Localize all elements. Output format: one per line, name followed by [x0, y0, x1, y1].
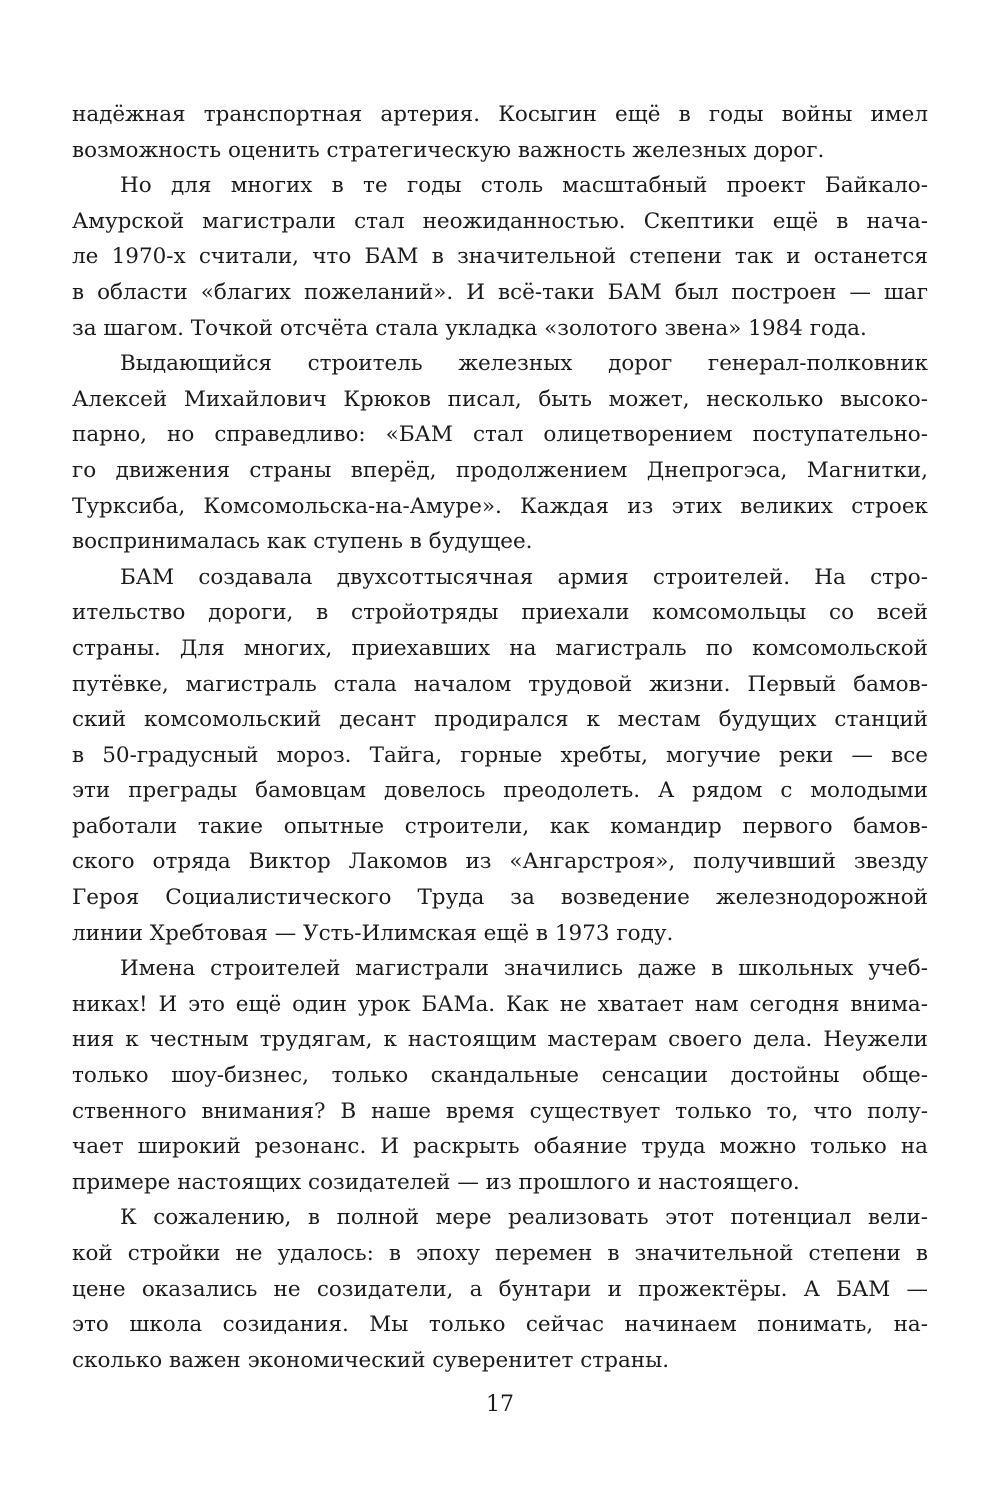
text-line: БАМ создавала двухсоттысячная армия строителей. На стро- [120, 564, 928, 590]
paragraph [72, 346, 928, 560]
text-line: Алексей Михайлович Крюков писал, быть может, несколько высоко- [72, 386, 928, 412]
text-line: Выдающийся строитель железных дорог генерал-полковник [120, 351, 928, 377]
text-line: Но для многих в те годы столь масштабный проект Байкало- [120, 173, 928, 199]
text-line: ния к честным трудягам, к настоящим мастерам своего дела. Неужели [72, 1027, 928, 1053]
text-line: это школа созидания. Мы только сейчас начинаем понимать, на- [72, 1312, 928, 1338]
text-line: парно, но справедливо: «БАМ стал олицетворением поступательно- [72, 422, 928, 448]
text-line: цене оказались не созидатели, а бунтари и прожектёры. А БАМ — [72, 1276, 928, 1302]
text-line: путёвке, магистраль стала началом трудовой жизни. Первый бамов- [72, 671, 928, 697]
text-line: го движения страны вперёд, продолжением Днепрогэса, Магнитки, [72, 457, 928, 483]
text-line: К сожалению, в полной мере реализовать этот потенциал вели- [120, 1205, 928, 1231]
paragraph [72, 168, 928, 346]
text-line: эти преграды бамовцам довелось преодолеть. А рядом с молодыми [72, 778, 928, 804]
text-line: Амурской магистрали стал неожиданностью. Скептики ещё в нача- [72, 208, 928, 234]
text-line: в области «благих пожеланий». И всё-таки БАМ был построен — шаг [72, 279, 928, 305]
paragraph [72, 560, 928, 952]
paragraph [72, 1200, 928, 1378]
text-line: надёжная транспортная артерия. Косыгин ещё в годы войны имел [72, 102, 928, 127]
paragraph [72, 97, 928, 168]
text-line: возможность оценить стратегическую важность железных дорог. [72, 137, 825, 163]
text-line: ительство дороги, в стройотряды приехали комсомольцы со всей [72, 600, 928, 626]
page-number: 17 [486, 1392, 514, 1417]
text-line: ский комсомольский десант продирался к местам будущих станций [72, 707, 928, 733]
text-line: Героя Социалистического Труда за возведение железнодорожной [72, 885, 928, 911]
page-body-text [72, 97, 928, 1378]
paragraph [72, 951, 928, 1200]
text-line: работали такие опытные строители, как командир первого бамов- [72, 813, 928, 839]
text-line: примере настоящих созидателей — из прошлого и настоящего. [72, 1169, 800, 1195]
text-line: Турксиба, Комсомольска-на-Амуре». Каждая из этих великих строек [72, 493, 928, 519]
text-line: только шоу-бизнес, только скандальные сенсации достойны обще- [72, 1063, 928, 1089]
text-line: ственного внимания? В наше время существует только то, что полу- [72, 1098, 928, 1124]
text-line: ского отряда Виктор Лакомов из «Ангарстроя», получивший звезду [72, 849, 928, 875]
text-line: сколько важен экономический суверенитет страны. [72, 1347, 670, 1373]
text-line: линии Хребтовая — Усть-Илимская ещё в 1973 году. [72, 920, 674, 946]
text-line: никах! И это ещё один урок БАМа. Как не хватает нам сегодня внима- [72, 991, 928, 1017]
text-line: за шагом. Точкой отсчёта стала укладка «золотого звена» 1984 года. [72, 315, 867, 341]
text-line: воспринималась как ступень в будущее. [72, 529, 533, 555]
text-line: страны. Для многих, приехавших на магистраль по комсомольской [72, 635, 928, 661]
text-line: чает широкий резонанс. И раскрыть обаяние труда можно только на [72, 1134, 928, 1160]
text-line: Имена строителей магистрали значились даже в школьных учеб- [120, 956, 928, 982]
text-line: кой стройки не удалось: в эпоху перемен в значительной степени в [72, 1241, 928, 1266]
text-line: ле 1970-х считали, что БАМ в значительной степени так и останется [72, 244, 928, 270]
text-line: в 50-градусный мороз. Тайга, горные хребты, могучие реки — все [72, 742, 928, 768]
